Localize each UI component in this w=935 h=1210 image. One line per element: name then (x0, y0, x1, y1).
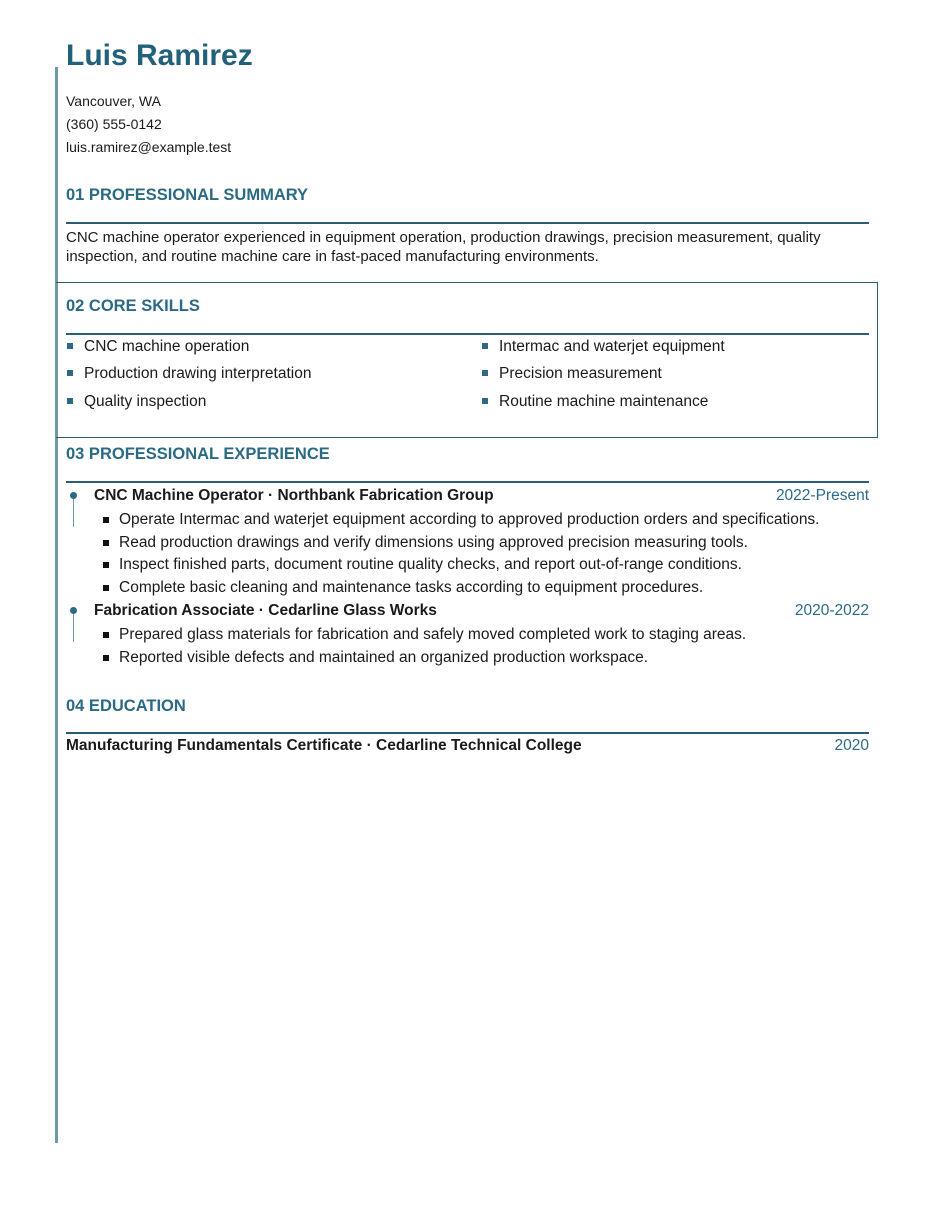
square-bullet-icon (67, 398, 73, 404)
timeline-dot-icon (70, 607, 77, 614)
contact-block (66, 92, 231, 161)
skills-rule (66, 333, 869, 335)
skill-item: Intermac and waterjet equipment (499, 337, 725, 357)
job-dates: 2020-2022 (794, 602, 869, 619)
skills-heading: 02 CORE SKILLS (66, 297, 200, 315)
square-bullet-icon (103, 632, 109, 638)
square-bullet-icon (103, 585, 109, 591)
skill-item: Production drawing interpretation (84, 364, 311, 384)
skill-item: Precision measurement (499, 364, 662, 384)
square-bullet-icon (482, 343, 488, 349)
timeline-dot-icon (70, 492, 77, 499)
job-bullet: Complete basic cleaning and maintenance tasks according to equipment procedures. (119, 578, 703, 598)
job-bullet: Prepared glass materials for fabrication and safely moved completed work to staging areas. (119, 625, 746, 645)
square-bullet-icon (103, 655, 109, 661)
education-year: 2020 (834, 737, 869, 754)
square-bullet-icon (67, 370, 73, 376)
contact-email: luis.ramirez@example.test (66, 139, 232, 155)
job-title: Fabrication Associate · Cedarline Glass Works (94, 602, 437, 619)
job-bullet: Inspect finished parts, document routine quality checks, and report out-of-range conditions. (119, 555, 742, 575)
education-heading: 04 EDUCATION (66, 697, 186, 715)
experience-rule (66, 481, 869, 483)
skill-item: Quality inspection (84, 392, 206, 412)
contact-location: Vancouver, WA (66, 93, 161, 109)
timeline-line (73, 614, 74, 642)
job-bullet: Operate Intermac and waterjet equipment according to approved production orders and specifications. (119, 510, 820, 530)
education-entry: Manufacturing Fundamentals Certificate · Cedarline Technical College (66, 737, 582, 754)
experience-heading: 03 PROFESSIONAL EXPERIENCE (66, 445, 330, 463)
summary-heading: 01 PROFESSIONAL SUMMARY (66, 186, 309, 204)
square-bullet-icon (482, 370, 488, 376)
job-title: CNC Machine Operator · Northbank Fabrication Group (94, 487, 494, 504)
square-bullet-icon (482, 398, 488, 404)
skill-item: CNC machine operation (84, 337, 249, 357)
square-bullet-icon (67, 343, 73, 349)
left-accent-rule (55, 67, 58, 1143)
contact-phone: (360) 555-0142 (66, 116, 162, 132)
square-bullet-icon (103, 540, 109, 546)
job-bullet: Reported visible defects and maintained an organized production workspace. (119, 648, 648, 668)
job-dates: 2022-Present (775, 487, 869, 504)
square-bullet-icon (103, 562, 109, 568)
summary-rule (66, 222, 869, 224)
skill-item: Routine machine maintenance (499, 392, 708, 412)
job-bullet: Read production drawings and verify dimensions using approved precision measuring tools. (119, 533, 748, 553)
summary-text: CNC machine operator experienced in equipment operation, production drawings, precision measurement, quality inspection, and routine machine care in fast-paced manufacturing environments. (66, 229, 821, 265)
square-bullet-icon (103, 517, 109, 523)
candidate-name: Luis Ramirez (66, 39, 253, 72)
timeline-line (73, 499, 74, 527)
education-rule (66, 732, 869, 734)
